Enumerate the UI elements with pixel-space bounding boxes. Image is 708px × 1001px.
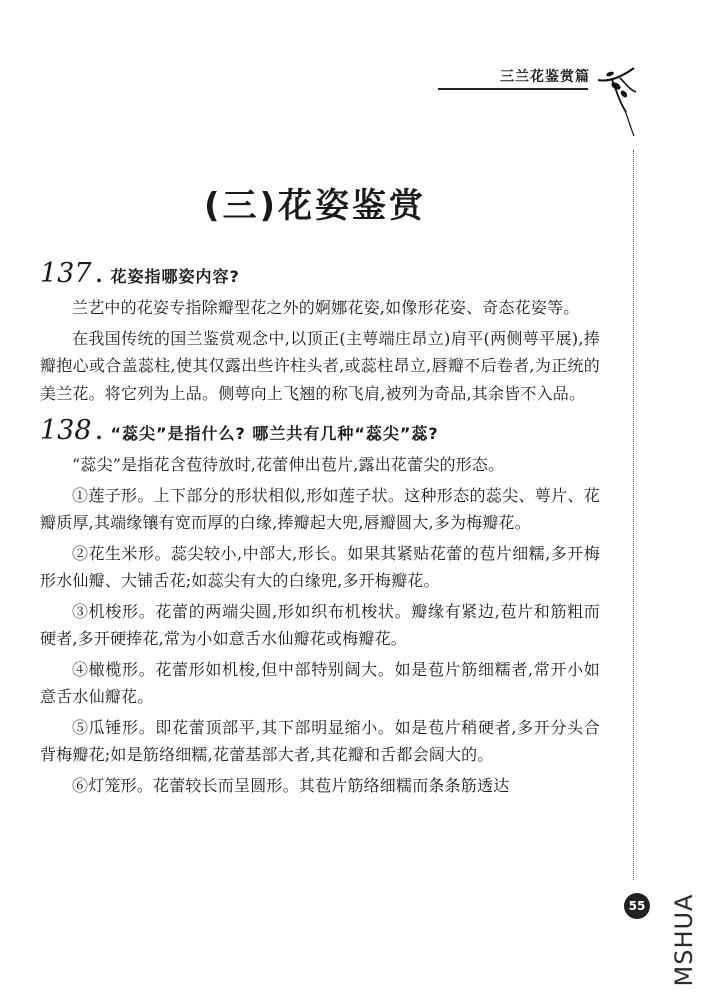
paragraph: ④橄榄形。花蕾形如机梭,但中部特别阔大。如是苞片筋细糯者,常开小如意舌水仙瓣花。 [40, 659, 600, 706]
paragraph: 在我国传统的国兰鉴赏观念中,以顶正(主萼端庄昂立)肩平(两侧萼平展),捧瓣抱心或合盖蕊柱,使其仅露出些许柱头者,或蕊柱昂立,唇瓣不后卷者,为正统的美兰花。将它列为上品。侧萼向上飞翘的称飞肩,被列为奇品,其余皆不入品。 [40, 328, 600, 403]
question-title: 花姿指哪姿内容? [110, 267, 240, 286]
paragraph: ⑥灯笼形。花蕾较长而呈圆形。其苞片筋络细糯而条条筋透达 [72, 775, 510, 795]
question-heading [40, 258, 600, 294]
question-137 [40, 258, 600, 407]
paragraph: ①莲子形。上下部分的形状相似,形如莲子状。这种形态的蕊尖、萼片、花瓣质厚,其端缘镶有宽而厚的白缘,捧瓣起大兜,唇瓣圆大,多为梅瓣花。 [40, 485, 600, 532]
paragraph: ⑤瓜锤形。即花蕾顶部平,其下部明显缩小。如是苞片稍硬者,多开分头合背梅瓣花;如是筋络细糯,花蕾基部大者,其花瓣和舌都会阔大的。 [40, 717, 600, 764]
question-number: 137 [40, 258, 92, 289]
question-dot: . [95, 263, 103, 287]
question-title: “蕊尖”是指什么? 哪兰共有几种“蕊尖”蕊? [110, 424, 439, 443]
page-body [40, 258, 600, 802]
question-138 [40, 415, 600, 799]
question-number: 138 [40, 415, 92, 446]
watermark-text: MSHUA [670, 893, 698, 987]
margin-dotted-rule [633, 150, 634, 880]
paragraph: “蕊尖”是指花含苞待放时,花蕾伸出苞片,露出花蕾尖的形态。 [72, 455, 505, 474]
section-title: (三)花姿鉴赏 [203, 186, 427, 226]
question-heading [40, 415, 600, 451]
paragraph: 兰艺中的花姿专指除瓣型花之外的婀娜花姿,如像形花姿、奇态花姿等。 [72, 298, 580, 317]
question-dot: . [95, 420, 103, 444]
paragraph: ②花生米形。蕊尖较小,中部大,形长。如果其紧贴花蕾的苞片细糯,多开梅形水仙瓣、大铺舌花;如蕊尖有大的白缘兜,多开梅瓣花。 [40, 543, 600, 590]
header-rule [438, 88, 588, 90]
orchid-sprig-icon [590, 60, 640, 140]
running-header: 三兰花鉴赏篇 [500, 69, 590, 85]
page-number-badge: 55 [624, 893, 650, 919]
watermark [662, 884, 706, 996]
paragraph: ③机梭形。花蕾的两端尖圆,形如织布机梭状。瓣缘有紧边,苞片和筋粗而硬者,多开硬捧花,常为小如意舌水仙瓣花或梅瓣花。 [40, 601, 600, 648]
